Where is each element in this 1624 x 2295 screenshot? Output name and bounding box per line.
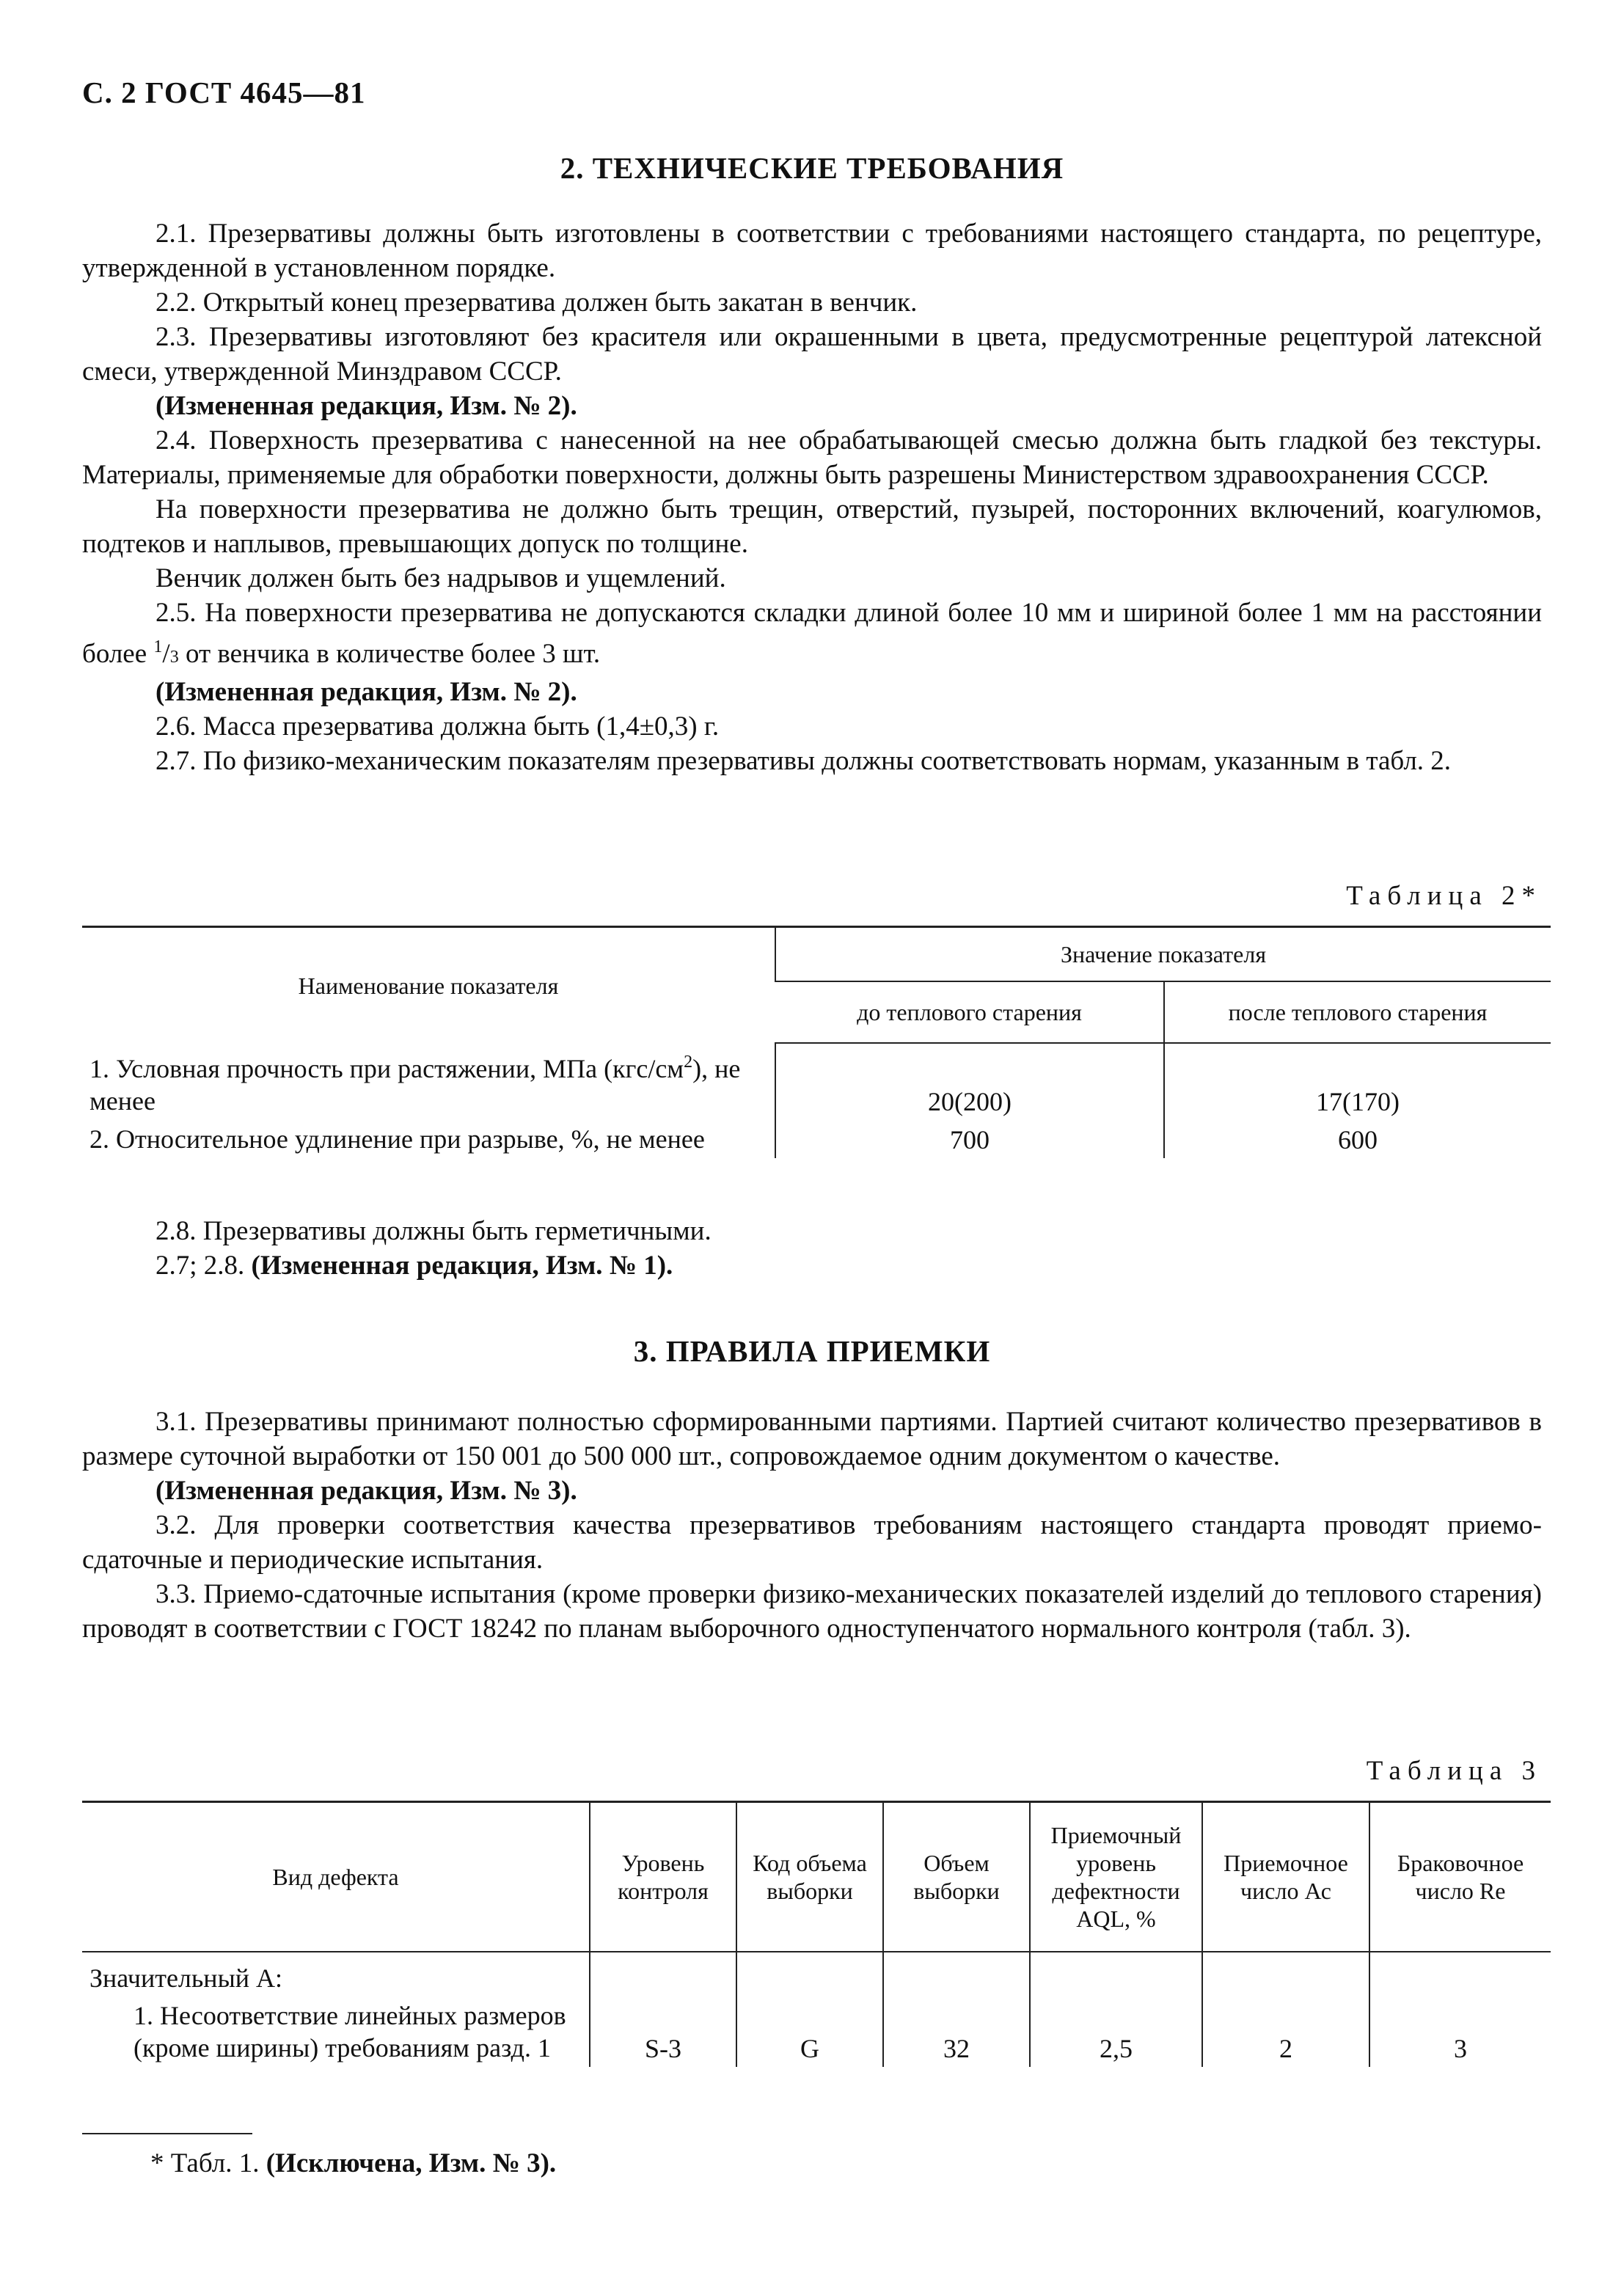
paragraph-2-3: 2.3. Презервативы изготовляют без красителя или окрашенными в цвета, предусмотренные рецептурой латексной смеси, утвержденной Минздравом СССР. <box>82 322 1542 387</box>
table-3-row-1-name: 1. Несоответствие линейных размеров (кроме ширины) требованиям разд. 1 <box>133 2001 566 2062</box>
amendment-prefix: 2.7; 2.8. <box>156 1251 252 1281</box>
table-3-row-1-code: G <box>736 1996 883 2067</box>
table-2-header-group: Значение показателя <box>775 927 1551 982</box>
paragraph-3-3: 3.3. Приемо-сдаточные испытания (кроме проверки физико-механических показателей изделий до теплового старения) проводят в соответствии с ГОСТ 18242 по планам выборочного одноступенчатого нормального контроля (табл. 3). <box>82 1579 1542 1644</box>
table-3-row-1-re: 3 <box>1369 1996 1551 2067</box>
amendment-note: (Измененная редакция, Изм. № 3). <box>156 1476 577 1506</box>
table-2-row-1-before: 20(200) <box>775 1043 1164 1120</box>
table-2-row-2-before: 700 <box>775 1120 1164 1158</box>
fraction-denominator: 3 <box>169 648 179 667</box>
empty-cell <box>1030 1952 1202 1996</box>
empty-cell <box>1369 1952 1551 1996</box>
paragraph-2-2: 2.2. Открытый конец презерватива должен быть закатан в венчик. <box>156 288 918 318</box>
section-2-title: 2. ТЕХНИЧЕСКИЕ ТРЕБОВАНИЯ <box>560 151 1064 185</box>
section-3-body <box>82 1405 1542 1646</box>
paragraph-2-5: 2.5. На поверхности презерватива не допускаются складки длиной более 10 мм и шириной более 1 мм на расстоянии более $^1$/3 от венчика в количестве более 3 шт. <box>82 598 1542 669</box>
footnote <box>150 2148 556 2179</box>
section-2-body <box>82 216 1542 778</box>
table-3-row-1-size: 32 <box>883 1996 1030 2067</box>
amendment-line <box>82 1248 1542 1283</box>
footnote-prefix: * Табл. 1. <box>150 2148 266 2178</box>
empty-cell <box>590 1952 736 1996</box>
table-2-header-before: до теплового старения <box>775 981 1164 1043</box>
table-2-row-1-name <box>82 1043 775 1120</box>
table-3-header-level: Уровень контроля <box>590 1802 736 1952</box>
running-head: С. 2 ГОСТ 4645—81 <box>82 76 366 109</box>
table-2-header-after: после теплового старения <box>1164 981 1551 1043</box>
table-row <box>82 1952 1551 1996</box>
paragraph-2-5-end: от венчика в количестве более 3 шт. <box>178 639 601 669</box>
table-3-header-code: Код объема выборки <box>736 1802 883 1952</box>
paragraph-2-1: 2.1. Презервативы должны быть изготовлены в соответствии с требованиями настоящего стандарта, по рецептуре, утвержденной в установленном порядке. <box>82 219 1542 283</box>
table-2-row-1-after: 17(170) <box>1164 1043 1551 1120</box>
table-2-caption: Таблица 2* <box>1346 881 1542 911</box>
paragraph-2-6: 2.6. Масса презерватива должна быть (1,4±0,3) г. <box>156 711 720 742</box>
table-3-row-1-level: S-3 <box>590 1996 736 2067</box>
row-1-name-superscript: 2 <box>684 1053 693 1072</box>
paragraph-3-2: 3.2. Для проверки соответствия качества презервативов требованиям настоящего стандарта проводят приемо-сдаточные и периодические испытания. <box>82 1510 1542 1575</box>
amendment-note: (Измененная редакция, Изм. № 2). <box>156 391 577 421</box>
table-3-caption: Таблица 3 <box>1366 1756 1542 1786</box>
amendment-note: (Измененная редакция, Изм. № 1). <box>251 1251 673 1281</box>
table-3 <box>82 1801 1551 2067</box>
empty-cell <box>883 1952 1030 1996</box>
paragraph-2-8: 2.8. Презервативы должны быть герметичными. <box>156 1216 712 1246</box>
table-3-header-aql: Приемочный уровень дефектности AQL, % <box>1030 1802 1202 1952</box>
paragraph-2-4: 2.4. Поверхность презерватива с нанесенной на нее обрабатывающей смесью должна быть гладкой без текстуры. Материалы, применяемые для обработки поверхности, должны быть разрешены Министерством здравоохранения СССР. <box>82 425 1542 490</box>
paragraph-2-7: 2.7. По физико-механическим показателям презервативы должны соответствовать нормам, указанным в табл. 2. <box>156 746 1452 776</box>
table-3-header-ac: Приемочное число Ас <box>1202 1802 1369 1952</box>
footnote-text: (Исключена, Изм. № 3). <box>266 2148 557 2178</box>
after-table-2 <box>82 1214 1542 1283</box>
table-3-header-defect: Вид дефекта <box>82 1802 590 1952</box>
fraction-numerator: 1 <box>153 637 163 656</box>
table-3-row-1-aql: 2,5 <box>1030 1996 1202 2067</box>
table-row <box>82 1996 1551 2067</box>
paragraph-3-1: 3.1. Презервативы принимают полностью сформированными партиями. Партией считают количество презервативов в размере суточной выработки от 150 001 до 500 000 шт., сопровождаемое одним документом о качестве. <box>82 1407 1542 1471</box>
table-3-group-label: Значительный А: <box>89 1963 283 1993</box>
empty-cell <box>1202 1952 1369 1996</box>
table-3-header-size: Объем выборки <box>883 1802 1030 1952</box>
section-3-title: 3. ПРАВИЛА ПРИЕМКИ <box>633 1334 991 1368</box>
amendment-note: (Измененная редакция, Изм. № 2). <box>156 677 577 707</box>
row-1-name-text: 1. Условная прочность при растяжении, МПа (кгс/см <box>89 1054 684 1083</box>
paragraph-2-4-surface: На поверхности презерватива не должно быть трещин, отверстий, пузырей, посторонних включений, коагулюмов, подтеков и наплывов, превышающих допуск по толщине. <box>82 494 1542 559</box>
table-3-header-re: Браковочное число Re <box>1369 1802 1551 1952</box>
row-1-name-suffix: ), не менее <box>89 1054 741 1116</box>
table-2-row-2-name: 2. Относительное удлинение при разрыве, %, не менее <box>89 1124 705 1154</box>
table-row <box>82 1120 1551 1158</box>
footnote-divider <box>82 2133 252 2134</box>
table-2-header-name: Наименование показателя <box>82 927 775 1044</box>
paragraph-2-4-rim: Венчик должен быть без надрывов и ущемлений. <box>156 563 726 593</box>
empty-cell <box>736 1952 883 1996</box>
table-row <box>82 1043 1551 1120</box>
paragraph-2-5-start: 2.5. На поверхности презерватива не допускаются складки длиной более 10 мм и шириной более 1 мм на расстоянии более <box>82 598 1542 669</box>
table-2 <box>82 926 1551 1158</box>
table-2-row-2-after: 600 <box>1164 1120 1551 1158</box>
table-3-row-1-ac: 2 <box>1202 1996 1369 2067</box>
